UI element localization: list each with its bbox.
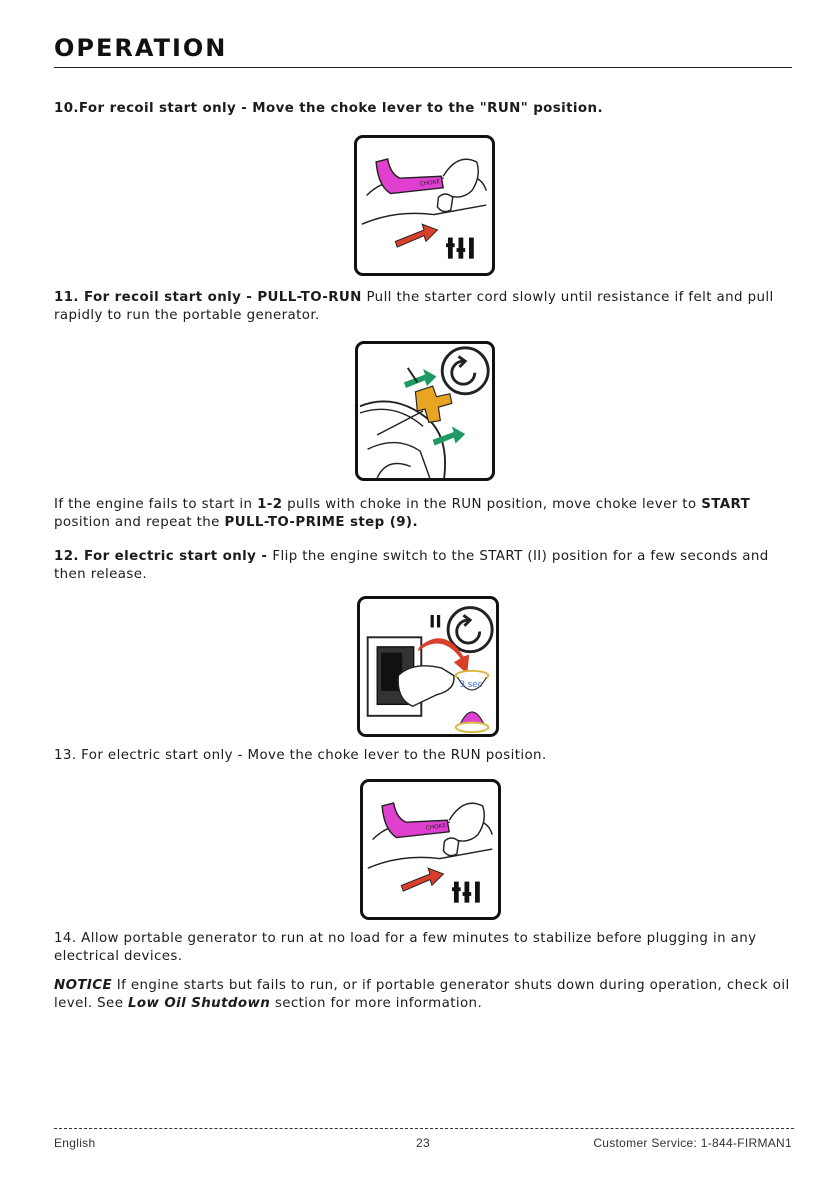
retry-prime: PULL-TO-PRIME xyxy=(224,515,345,530)
choke-label: CHOKE xyxy=(425,823,447,832)
step-13-text: 13. For electric start only - Move the choke lever to the RUN position. xyxy=(54,748,547,763)
recoil-start-icon xyxy=(442,348,488,394)
step-10-text: 10.For recoil start only - Move the choke lever to the "RUN" position. xyxy=(54,101,603,116)
run-symbol-icon xyxy=(446,238,474,259)
choke-run-figure xyxy=(354,135,495,276)
electric-start-figure xyxy=(357,596,499,737)
step-12-body: Flip the engine switch to the START (II) position for a few seconds and then release. xyxy=(54,549,769,582)
page-title: OPERATION xyxy=(54,34,228,62)
hourglass-timer-icon xyxy=(456,671,489,732)
recoil-start-icon xyxy=(448,608,492,652)
step-11-body: Pull the starter cord slowly until resistance if felt and pull rapidly to run the portable generator. xyxy=(54,290,774,323)
retry-start: START xyxy=(701,497,751,512)
footer-language: English xyxy=(54,1136,96,1150)
step-14-text: 14. Allow portable generator to run at no load for a few minutes to stabilize before plugging in any electrical devices. xyxy=(54,931,757,964)
retry-part-1: If the engine fails to start in xyxy=(54,497,258,512)
switch-position-label: II xyxy=(428,612,442,633)
step-12-lead: 12. For electric start only - xyxy=(54,549,273,564)
footer-divider xyxy=(54,1128,794,1129)
notice-text xyxy=(54,977,794,1013)
retry-text xyxy=(54,496,794,532)
run-symbol-icon xyxy=(452,882,480,903)
timer-label: 3 sec xyxy=(459,680,483,691)
choke-lever-illustration xyxy=(363,782,498,917)
notice-label: NOTICE xyxy=(54,978,113,993)
title-divider xyxy=(54,67,792,68)
step-11-text xyxy=(54,289,794,325)
retry-part-7: step (9). xyxy=(344,515,418,530)
footer-page-number: 23 xyxy=(416,1136,430,1150)
choke-label: CHOKE xyxy=(419,179,441,188)
step-11-lead: 11. For recoil start only - PULL-TO-RUN xyxy=(54,290,362,305)
low-oil-shutdown-link: Low Oil Shutdown xyxy=(128,996,271,1011)
choke-lever-illustration xyxy=(357,138,492,273)
retry-part-3: pulls with choke in the RUN position, move choke lever to xyxy=(282,497,702,512)
footer-customer-service: Customer Service: 1-844-FIRMAN1 xyxy=(593,1136,792,1150)
engine-switch-illustration xyxy=(360,599,496,734)
retry-part-5: position and repeat the xyxy=(54,515,225,530)
notice-part-2: section for more information. xyxy=(270,996,483,1011)
notice-part-1: If engine starts but fails to run, or if portable generator shuts down during operation, check oil level. See xyxy=(54,978,790,1011)
step-12-text xyxy=(54,548,794,584)
choke-run-figure-2 xyxy=(360,779,501,920)
retry-pulls: 1-2 xyxy=(257,497,283,512)
starter-cord-illustration xyxy=(358,344,492,478)
pull-to-run-figure xyxy=(355,341,495,481)
